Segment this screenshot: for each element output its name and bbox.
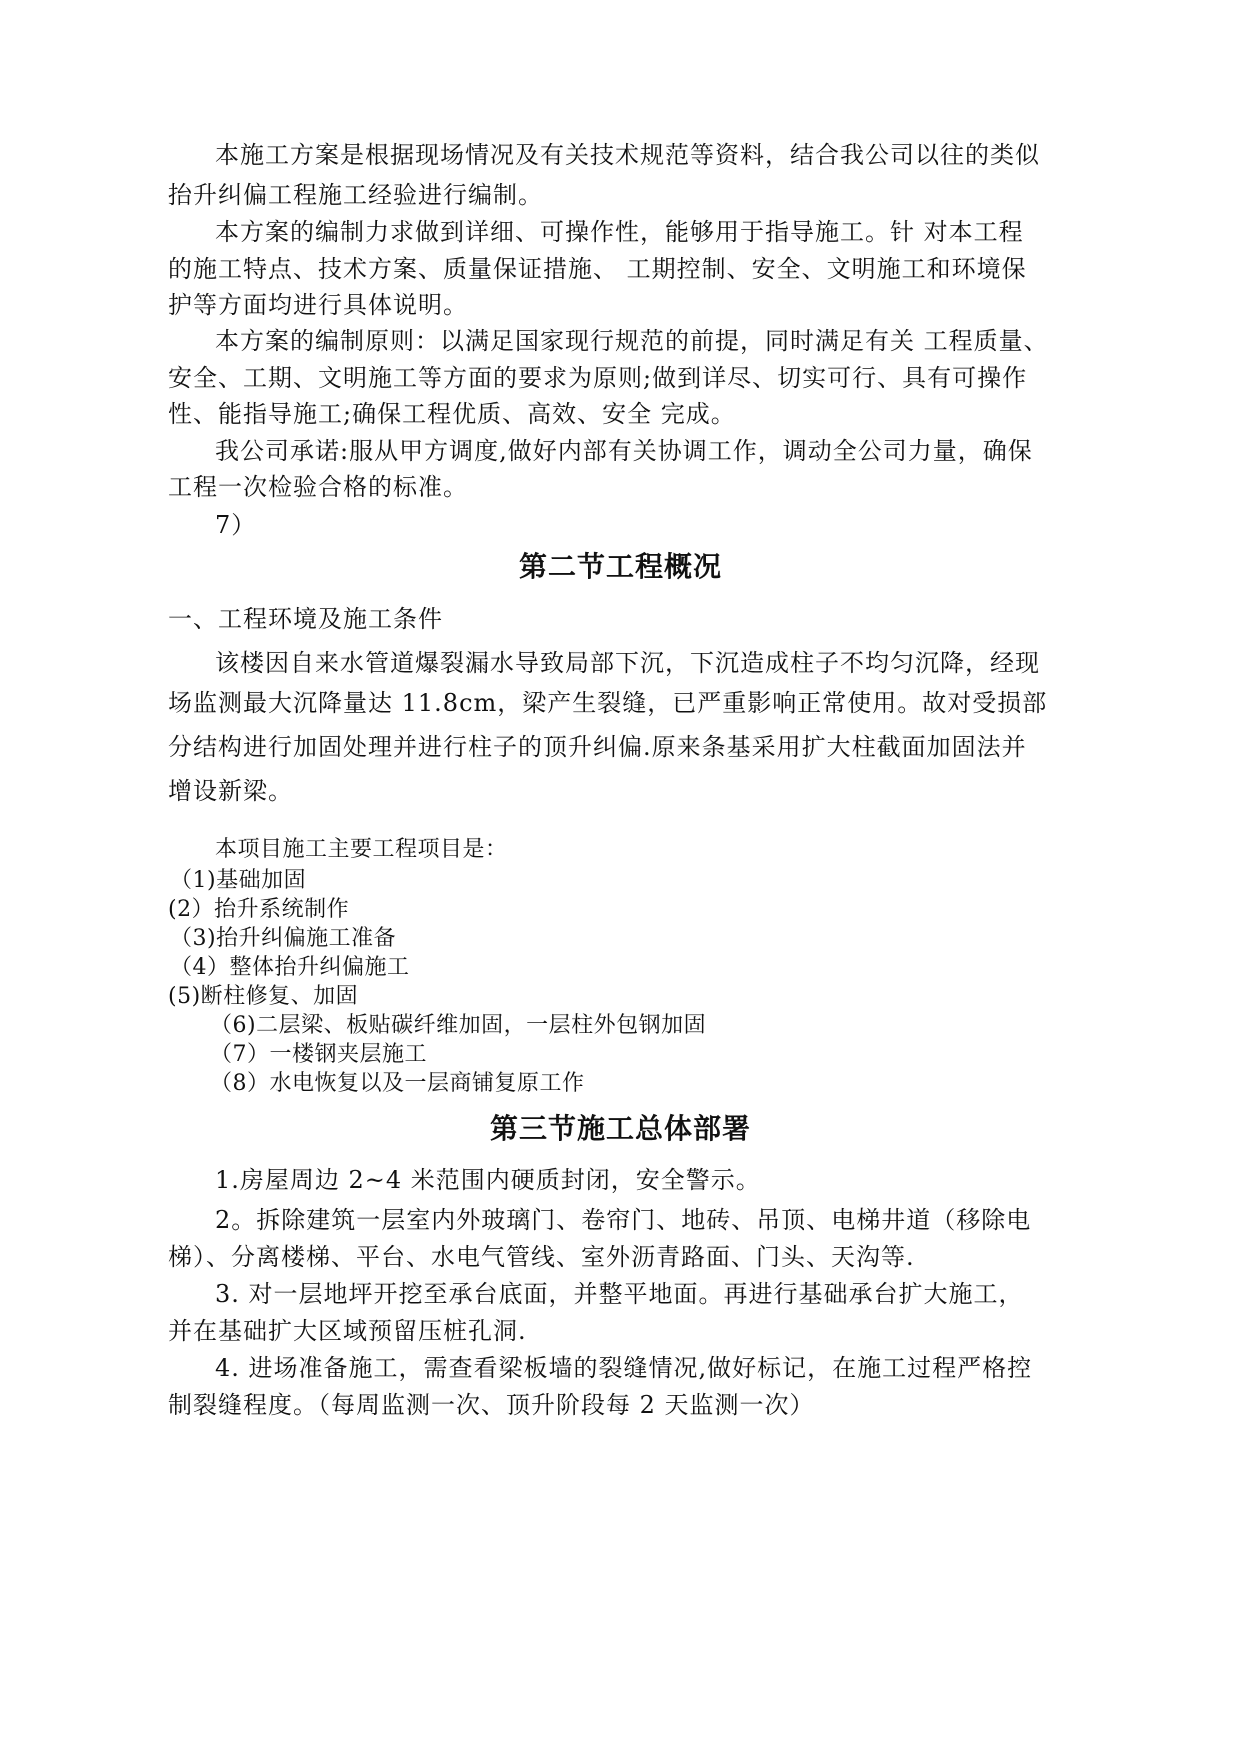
- list-item: （1)基础加固: [170, 868, 307, 893]
- intro-line: 的施工特点、技术方案、质量保证措施、 工期控制、安全、文明施工和环境保: [168, 255, 1027, 283]
- body-line: 该楼因自来水管道爆裂漏水导致局部下沉，下沉造成柱子不均匀沉降，经现: [215, 649, 1040, 677]
- intro-line: 本施工方案是根据现场情况及有关技术规范等资料，结合我公司以往的类似: [215, 141, 1040, 169]
- list-item: (5)断柱修复、加固: [168, 984, 359, 1009]
- intro-line: 安全、工期、文明施工等方面的要求为原则;做到详尽、切实可行、具有可操作: [168, 364, 1028, 392]
- subheading: 一、工程环境及施工条件: [168, 605, 443, 633]
- body-line: 分结构进行加固处理并进行柱子的顶升纠偏.原来条基采用扩大柱截面加固法并: [168, 733, 1027, 761]
- list-item: （8）水电恢复以及一层商铺复原工作: [210, 1071, 585, 1096]
- body-line: 并在基础扩大区域预留压桩孔洞.: [168, 1317, 527, 1345]
- body-line: 梯）、分离楼梯、平台、水电气管线、室外沥青路面、门头、天沟等.: [168, 1243, 915, 1271]
- body-line: 3. 对一层地坪开挖至承台底面，并整平地面。再进行基础承台扩大施工，: [215, 1280, 1024, 1308]
- list-item: （6)二层梁、板贴碳纤维加固，一层柱外包钢加固: [210, 1013, 707, 1038]
- intro-line: 7）: [215, 511, 257, 539]
- items-intro: 本项目施工主要工程项目是：: [215, 837, 508, 862]
- intro-line: 本方案的编制力求做到详细、可操作性，能够用于指导施工。针 对本工程: [215, 218, 1024, 246]
- intro-line: 工程一次检验合格的标准。: [168, 473, 468, 501]
- intro-line: 性、能指导施工;确保工程优质、高效、安全 完成。: [168, 400, 736, 428]
- intro-line: 护等方面均进行具体说明。: [168, 291, 468, 319]
- list-item: （3)抬升纠偏施工准备: [170, 926, 397, 951]
- body-line: 2。拆除建筑一层室内外玻璃门、卷帘门、地砖、吊顶、电梯井道（移除电: [215, 1206, 1032, 1234]
- section-title: 第二节工程概况: [518, 550, 722, 583]
- intro-line: 我公司承诺:服从甲方调度,做好内部有关协调工作，调动全公司力量，确保: [215, 437, 1033, 465]
- body-line: 增设新梁。: [168, 777, 293, 805]
- body-line: 制裂缝程度。（每周监测一次、顶升阶段每 2 天监测一次）: [168, 1391, 815, 1419]
- list-item: (2）抬升系统制作: [168, 897, 350, 922]
- section-title: 第三节施工总体部署: [489, 1112, 751, 1145]
- body-line: 1.房屋周边 2~4 米范围内硬质封闭，安全警示。: [215, 1166, 761, 1194]
- body-line: 4. 进场准备施工，需查看梁板墙的裂缝情况,做好标记，在施工过程严格控: [215, 1354, 1033, 1382]
- body-line: 场监测最大沉降量达 11.8cm，梁产生裂缝，已严重影响正常使用。故对受损部: [168, 689, 1048, 717]
- intro-line: 抬升纠偏工程施工经验进行编制。: [168, 181, 543, 209]
- list-item: （7）一楼钢夹层施工: [210, 1042, 427, 1067]
- list-item: （4）整体抬升纠偏施工: [170, 955, 410, 980]
- intro-line: 本方案的编制原则：以满足国家现行规范的前提，同时满足有关 工程质量、: [215, 327, 1049, 355]
